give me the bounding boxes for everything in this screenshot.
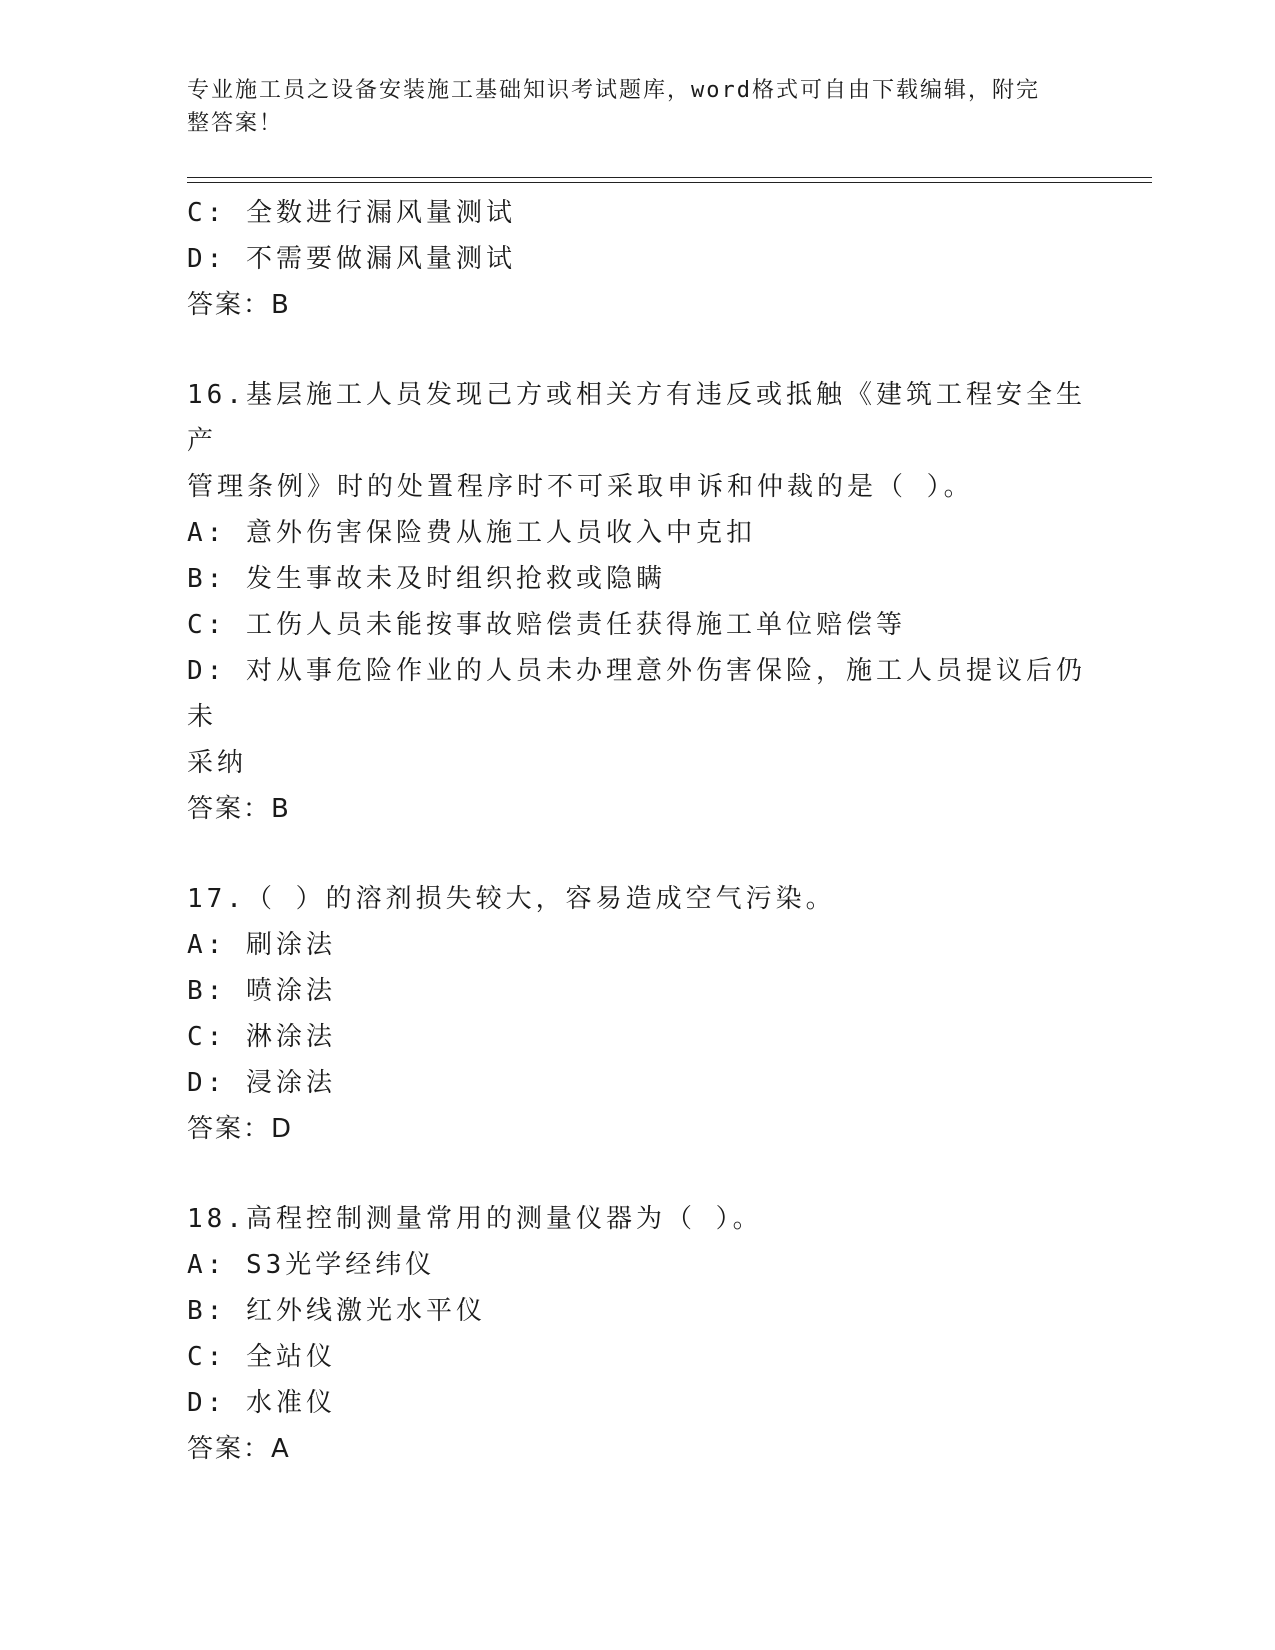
question-stem: 18.高程控制测量常用的测量仪器为（ ）。 — [187, 1204, 763, 1234]
option-b: B: 喷涂法 — [187, 976, 336, 1006]
option-c: C: 全数进行漏风量测试 — [187, 198, 516, 228]
question-list — [187, 190, 1087, 1472]
option-d: D: 水准仪 — [187, 1388, 336, 1418]
header-divider-top — [187, 177, 1152, 178]
option-a: A: 意外伤害保险费从施工人员收入中克扣 — [187, 518, 756, 548]
spacer — [187, 1152, 1087, 1196]
header-line-2: 整答案！ — [187, 111, 284, 136]
question-stem-line-2: 管理条例》时的处置程序时不可采取申诉和仲裁的是（ ）。 — [187, 472, 974, 502]
question-stem: 17.（ ）的溶剂损失较大，容易造成空气污染。 — [187, 884, 836, 914]
option-a: A: 刷涂法 — [187, 930, 336, 960]
option-c: C: 工伤人员未能按事故赔偿责任获得施工单位赔偿等 — [187, 610, 906, 640]
option-c: C: 全站仪 — [187, 1342, 336, 1372]
spacer — [187, 832, 1087, 876]
option-d: D: 不需要做漏风量测试 — [187, 244, 516, 274]
document-header — [187, 74, 1067, 140]
option-a: A: S3光学经纬仪 — [187, 1250, 436, 1280]
spacer — [187, 328, 1087, 372]
header-divider-bottom — [187, 182, 1152, 183]
question-15-continued — [187, 190, 1087, 328]
option-b: B: 红外线激光水平仪 — [187, 1296, 486, 1326]
option-d: D: 浸涂法 — [187, 1068, 336, 1098]
answer: 答案：B — [187, 794, 291, 824]
answer: 答案：D — [187, 1114, 294, 1144]
question-17 — [187, 876, 1087, 1152]
answer: 答案：A — [187, 1434, 291, 1464]
answer: 答案：B — [187, 290, 291, 320]
option-c: C: 淋涂法 — [187, 1022, 336, 1052]
question-stem-line-1: 16.基层施工人员发现己方或相关方有违反或抵触《建筑工程安全生产 — [187, 380, 1086, 456]
option-b: B: 发生事故未及时组织抢救或隐瞒 — [187, 564, 666, 594]
option-d-line-1: D: 对从事危险作业的人员未办理意外伤害保险，施工人员提议后仍未 — [187, 656, 1086, 732]
option-d-line-2: 采纳 — [187, 748, 248, 778]
question-18 — [187, 1196, 1087, 1472]
question-16 — [187, 372, 1087, 832]
header-line-1: 专业施工员之设备安装施工基础知识考试题库，word格式可自由下载编辑，附完 — [187, 78, 1040, 103]
